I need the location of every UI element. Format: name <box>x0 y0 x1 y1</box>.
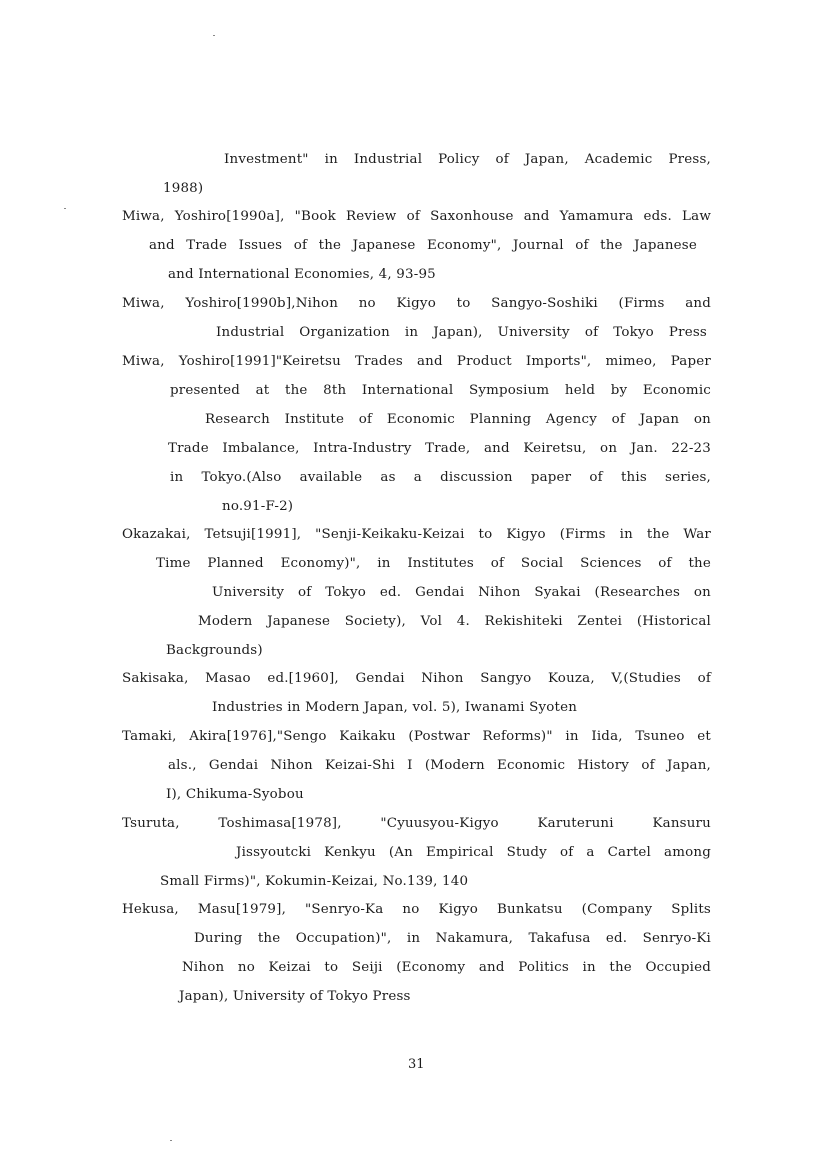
reference-line: Miwa, Yoshiro[1990b],Nihon no Kigyo to Sangyo-Soshiki (Firms and <box>122 296 711 311</box>
reference-line: and International Economies, 4, 93-95 <box>168 267 436 282</box>
reference-line: and Trade Issues of the Japanese Economy", Journal of the Japanese <box>149 238 697 253</box>
reference-line: Japan), University of Tokyo Press <box>179 989 411 1004</box>
reference-line: Time Planned Economy)", in Institutes of Social Sciences of the <box>156 556 711 571</box>
reference-line: Jissyoutcki Kenkyu (An Empirical Study of a Cartel among <box>236 845 711 860</box>
page-number: 31 <box>408 1057 425 1072</box>
reference-line: Modern Japanese Society), Vol 4. Rekishiteki Zentei (Historical <box>198 614 711 629</box>
reference-line: Research Institute of Economic Planning Agency of Japan on <box>205 412 711 427</box>
reference-line: Hekusa, Masu[1979], "Senryo-Ka no Kigyo Bunkatsu (Company Splits <box>122 902 711 917</box>
reference-line: Okazakai, Tetsuji[1991], "Senji-Keikaku-Keizai to Kigyo (Firms in the War <box>122 527 711 542</box>
scan-speck <box>64 208 66 209</box>
reference-line: Miwa, Yoshiro[1991]"Keiretsu Trades and Product Imports", mimeo, Paper <box>122 354 711 369</box>
reference-line: Miwa, Yoshiro[1990a], "Book Review of Saxonhouse and Yamamura eds. Law <box>122 209 711 224</box>
reference-line: als., Gendai Nihon Keizai-Shi I (Modern Economic History of Japan, <box>168 758 711 773</box>
scan-speck <box>213 35 215 36</box>
reference-line: no.91-F-2) <box>222 499 294 514</box>
reference-line: Industrial Organization in Japan), University of Tokyo Press <box>216 325 707 340</box>
reference-line: During the Occupation)", in Nakamura, Takafusa ed. Senryo-Ki <box>194 931 711 946</box>
scan-speck <box>170 1140 172 1141</box>
reference-line: Tsuruta, Toshimasa[1978], "Cyuusyou-Kigyo Karuteruni Kansuru <box>122 816 711 831</box>
reference-line: Trade Imbalance, Intra-Industry Trade, and Keiretsu, on Jan. 22-23 <box>168 441 711 456</box>
reference-line: in Tokyo.(Also available as a discussion paper of this series, <box>170 470 711 485</box>
reference-line: Industries in Modern Japan, vol. 5), Iwanami Syoten <box>212 700 578 715</box>
reference-line: Nihon no Keizai to Seiji (Economy and Politics in the Occupied <box>182 960 711 975</box>
reference-line: Sakisaka, Masao ed.[1960], Gendai Nihon Sangyo Kouza, V,(Studies of <box>122 671 711 686</box>
reference-line: Backgrounds) <box>166 643 263 658</box>
reference-line: 1988) <box>163 181 204 196</box>
reference-line: presented at the 8th International Symposium held by Economic <box>170 383 711 398</box>
reference-line: University of Tokyo ed. Gendai Nihon Syakai (Researches on <box>212 585 711 600</box>
reference-line: Small Firms)", Kokumin-Keizai, No.139, 140 <box>160 874 469 889</box>
reference-line: Tamaki, Akira[1976],"Sengo Kaikaku (Postwar Reforms)" in Iida, Tsuneo et <box>122 729 711 744</box>
reference-line: Investment" in Industrial Policy of Japan, Academic Press, <box>224 152 711 167</box>
reference-line: I), Chikuma-Syobou <box>166 787 304 802</box>
